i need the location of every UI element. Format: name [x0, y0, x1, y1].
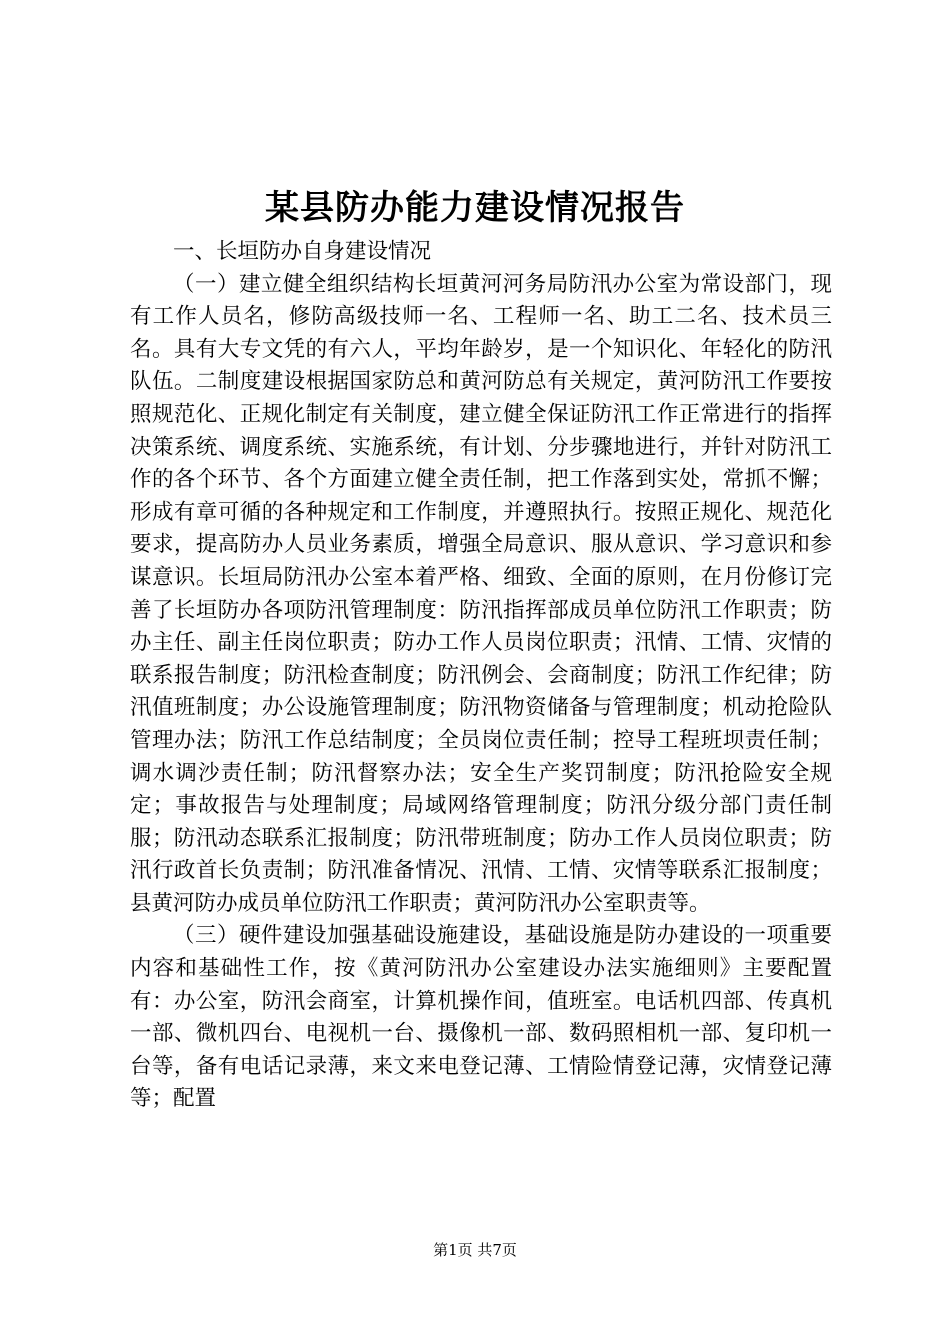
- page-number-footer: 第1页 共7页: [433, 1241, 517, 1259]
- section-heading: 一、长垣防办自身建设情况: [173, 239, 432, 264]
- document-title: 某县防办能力建设情况报告: [265, 188, 685, 228]
- body-paragraph: （一）建立健全组织结构长垣黄河河务局防汛办公室为常设部门，现有工作人员名，修防高级技师一名、工程师一名、助工二名、技术员三名。具有大专文凭的有六人，平均年龄岁，是一个知识化、年轻化的防汛队伍。二制度建设根据国家防总和黄河防总有关规定，黄河防汛工作要按照规范化、正规化制定有关制度，建立健全保证防汛工作正常进行的指挥决策系统、调度系统、实施系统，有计划、分步骤地进行，并针对防汛工作的各个环节、各个方面建立健全责任制，把工作落到实处，常抓不懈；形成有章可循的各种规定和工作制度，并遵照执行。按照正规化、规范化要求，提高防办人员业务素质，增强全局意识、服从意识、学习意识和参谋意识。长垣局防汛办公室本着严格、细致、全面的原则，在月份修订完善了长垣防办各项防汛管理制度：防汛指挥部成员单位防汛工作职责；防办主任、副主任岗位职责；防办工作人员岗位职责；汛情、工情、灾情的联系报告制度；防汛检查制度；防汛例会、会商制度；防汛工作纪律；防汛值班制度；办公设施管理制度；防汛物资储备与管理制度；机动抢险队管理办法；防汛工作总结制度；全员岗位责任制；控导工程班坝责任制；调水调沙责任制；防汛督察办法；安全生产奖罚制度；防汛抢险安全规定；事故报告与处理制度；局域网络管理制度；防汛分级分部门责任制服；防汛动态联系汇报制度；防汛带班制度；防办工作人员岗位职责；防汛行政首长负责制；防汛准备情况、汛情、工情、灾情等联系汇报制度；县黄河防办成员单位防汛工作职责；黄河防汛办公室职责等。: [130, 271, 832, 916]
- body-paragraph: （三）硬件建设加强基础设施建设，基础设施是防办建设的一项重要内容和基础性工作，按《黄河防汛办公室建设办法实施细则》主要配置有：办公室，防汛会商室，计算机操作间，值班室。电话机四部、传真机一部、微机四台、电视机一台、摄像机一部、数码照相机一部、复印机一台等，备有电话记录薄，来文来电登记薄、工情险情登记薄，灾情登记薄等；配置: [130, 923, 832, 1112]
- document-body: [130, 236, 832, 1116]
